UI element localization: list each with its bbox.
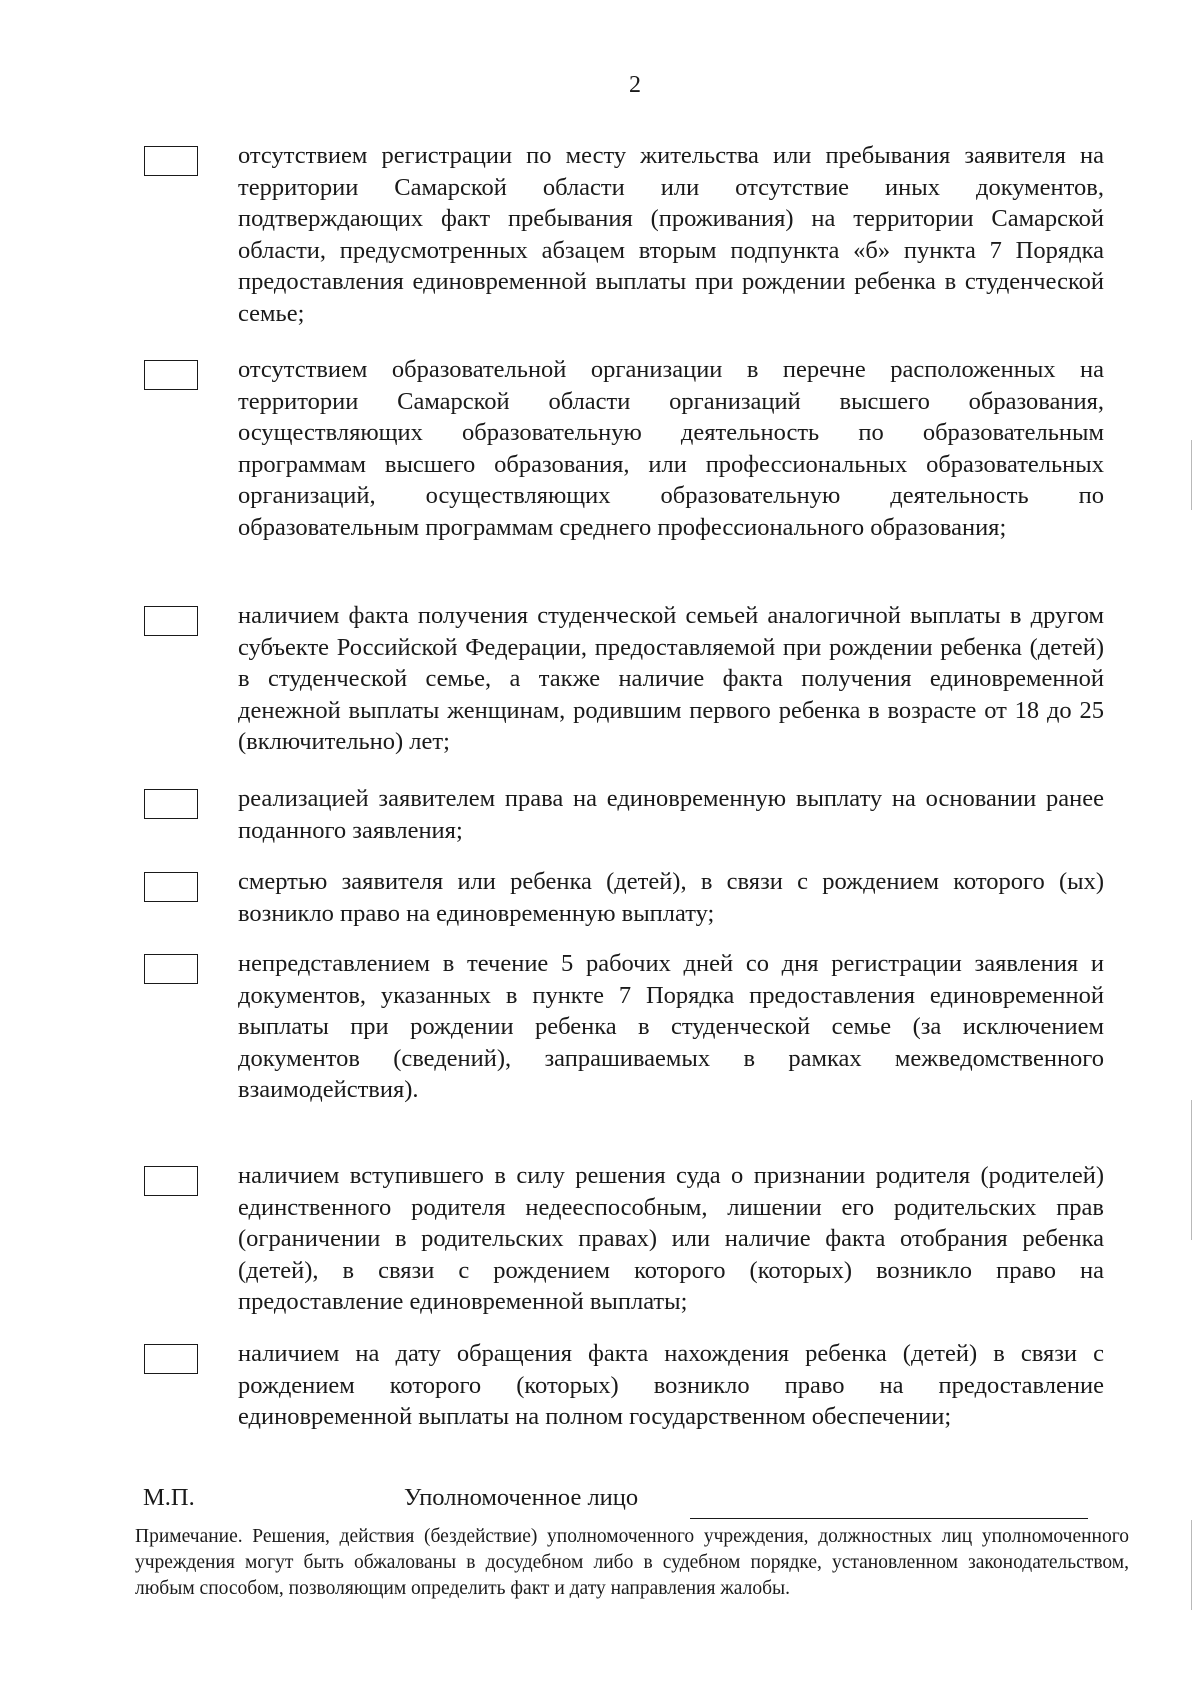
reason-text: смертью заявителя или ребенка (детей), в связи с рождением которого (ых) возникло право на единовременную выплату; bbox=[238, 868, 1104, 927]
reason-text: наличием факта получения студенческой семьей аналогичной выплаты в другом субъекте Российской Федерации, предоставляемой при рождении ребенка (детей) в студенческой семье, а также наличие факта получения единовременной денежной выплаты женщинам, родившим первого ребенка в возрасте от 18 до 25 (включительно) лет; bbox=[238, 602, 1104, 755]
reason-item bbox=[144, 783, 1104, 846]
checkbox[interactable] bbox=[144, 954, 198, 984]
checkbox[interactable] bbox=[144, 789, 198, 819]
page-number: 2 bbox=[629, 72, 641, 98]
checkbox[interactable] bbox=[144, 606, 198, 636]
checkbox[interactable] bbox=[144, 1344, 198, 1374]
authorized-person-label: Уполномоченное лицо bbox=[404, 1484, 639, 1511]
appeal-note: Примечание. Решения, действия (бездействие) уполномоченного учреждения, должностных лиц уполномоченного учреждения могут быть обжалованы в досудебном либо в судебном порядке, установленном законодательством, любым способом, позволяющим определить факт и дату направления жалобы. bbox=[135, 1526, 1129, 1599]
checkbox[interactable] bbox=[144, 872, 198, 902]
reason-item bbox=[144, 1338, 1104, 1433]
reason-item bbox=[144, 354, 1104, 543]
seal-label: М.П. bbox=[143, 1484, 195, 1511]
reason-text: непредставлением в течение 5 рабочих дней со дня регистрации заявления и документов, указанных в пункте 7 Порядка предоставления единовременной выплаты при рождении ребенка в студенческой семье (за исключением документов (сведений), запрашиваемых в рамках межведомственного взаимодействия). bbox=[238, 950, 1104, 1103]
scan-artifact bbox=[1191, 440, 1192, 510]
reason-text: наличием на дату обращения факта нахождения ребенка (детей) в связи с рождением которого (которых) возникло право на предоставление единовременной выплаты на полном государственном обеспечении; bbox=[238, 1340, 1104, 1430]
checkbox[interactable] bbox=[144, 1166, 198, 1196]
scan-artifact bbox=[1191, 1100, 1192, 1240]
reason-item bbox=[144, 1160, 1104, 1318]
reason-text: отсутствием образовательной организации в перечне расположенных на территории Самарской области организаций высшего образования, осуществляющих образовательную деятельность по образовательным программам высшего образования, или профессиональных образовательных организаций, осуществляющих образовательную деятельность по образовательным программам среднего профессионального образования; bbox=[238, 356, 1104, 541]
checkbox[interactable] bbox=[144, 146, 198, 176]
reason-item bbox=[144, 140, 1104, 329]
checkbox[interactable] bbox=[144, 360, 198, 390]
scan-artifact bbox=[1191, 1520, 1192, 1610]
reason-item bbox=[144, 600, 1104, 758]
reason-text: отсутствием регистрации по месту жительства или пребывания заявителя на территории Самарской области или отсутствие иных документов, подтверждающих факт пребывания (проживания) на территории Самарской области, предусмотренных абзацем вторым подпункта «б» пункта 7 Порядка предоставления единовременной выплаты при рождении ребенка в студенческой семье; bbox=[238, 142, 1104, 327]
reason-text: наличием вступившего в силу решения суда о признании родителя (родителей) единственного родителя недееспособным, лишении его родительских прав (ограничении в родительских правах) или наличие факта отобрания ребенка (детей), в связи с рождением которого (которых) возникло право на предоставление единовременной выплаты; bbox=[238, 1162, 1104, 1315]
reason-item bbox=[144, 948, 1104, 1106]
signature-line[interactable] bbox=[690, 1518, 1088, 1519]
reason-item bbox=[144, 866, 1104, 929]
reason-text: реализацией заявителем права на единовременную выплату на основании ранее поданного заявления; bbox=[238, 785, 1104, 844]
